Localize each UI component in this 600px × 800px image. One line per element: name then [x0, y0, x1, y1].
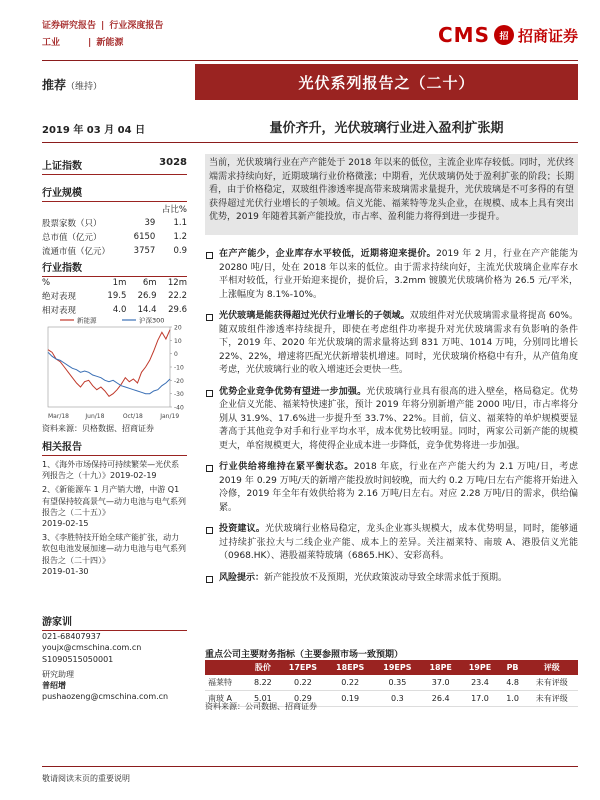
tag-subsector: 新能源 — [96, 38, 124, 48]
market-index — [42, 157, 187, 175]
chart-source: 资料来源：贝格数据、招商证券 — [42, 424, 154, 433]
idx-header: 1m — [112, 278, 127, 288]
report-tags: 证券研究报告 | 行业深度报告 工业 | 新能源 — [42, 21, 164, 48]
point-text: 双玻组件对光伏玻璃需求量将提高 60%。随双玻组件渗透率持续提升，即使在考虑组件功率提升对光伏玻璃需求有负影响的条件下，2019 年、2020 年光伏玻璃的需求量将达到 831 万吨、1014 万吨，分别同比增长 22%、22%，增速将匹配光伏新增装机增速。同时，光伏玻璃价格稳中有升，从产值角度考虑，光伏玻璃行业的收入增速还会更快一些。 — [219, 311, 578, 375]
related-report-date: 2019-02-19 — [110, 471, 157, 481]
rating-note: （维持） — [66, 82, 103, 92]
legend-label: 新能源 — [77, 316, 97, 325]
list-item — [205, 523, 578, 564]
related-report-date: 2019-02-15 — [42, 519, 89, 529]
bullet-box-icon — [206, 527, 213, 534]
point-lead: 优势企业竞争优势有望进一步加强。 — [219, 386, 367, 397]
point-text: 2018 年底，行业在产产能大约为 2.1 万吨/日，考虑 2019 年 0.29 万吨/天的新增产能投放时间较晚，而大约 0.2 万吨/日左右产能将开始进入冷修，2019 年全年有效供给将为 2.16 万吨/日左右。对应 2.28 万吨/日的需求，供给偏紧。 — [219, 462, 578, 513]
analyst-phone: 021-68407937 — [42, 632, 101, 642]
bullet-box-icon — [206, 252, 213, 259]
table-row — [205, 675, 578, 691]
cell: 0.19 — [327, 691, 374, 707]
point-lead: 投资建议。 — [219, 524, 266, 534]
cell: 0.22 — [327, 675, 374, 691]
idx-value: 4.0 — [112, 305, 127, 315]
x-tick-label: Oct/18 — [122, 413, 143, 420]
scale-value: 6150 — [133, 232, 156, 242]
footer-disclaimer: 敬请阅读末页的重要说明 — [42, 774, 130, 783]
cell: 37.0 — [421, 675, 460, 691]
cell: 5.01 — [246, 691, 279, 707]
scale-col-header: 占比% — [161, 205, 187, 215]
industry-scale — [42, 184, 187, 258]
assistant-name: 普绍增 — [42, 681, 66, 691]
table-row — [42, 216, 187, 230]
cell: 0.35 — [374, 675, 421, 691]
logo-cn-text: 招商证券 — [517, 26, 578, 45]
y-tick-label: -30 — [174, 391, 184, 399]
industry-scale-table — [42, 202, 187, 258]
cell: 0.22 — [279, 675, 326, 691]
related-report-date: 2019-01-30 — [42, 566, 89, 576]
industry-index-title: 行业指数 — [42, 259, 187, 277]
cell: 0.29 — [279, 691, 326, 707]
point-text: 新产能投放不及预期，光伏政策波动导致全球需求低于预期。 — [264, 572, 508, 583]
scale-pct: 0.9 — [173, 246, 187, 256]
analyst-cert: S1090515050001 — [42, 654, 114, 664]
financials-table — [205, 660, 578, 707]
cell: 未有评级 — [525, 691, 578, 707]
industry-index — [42, 259, 187, 317]
series-line-new-energy — [48, 330, 170, 397]
cell: 未有评级 — [525, 675, 578, 691]
idx-name: 绝对表现 — [42, 292, 77, 302]
point-text: 光伏玻璃行业具有很高的进入壁垒，格局稳定。优势企业信义光能、福莱特快速扩张，预计 2019 年将分别新增产能 2000 吨/日，市占率将分别从 31.9%、17.6%进一步提升至 33.7%、22%。目前，信义、福莱特的单炉规模要显著高于其他竞争对手和行业平均水平，成本优势比较明显。同时，两家公司新产能的规模更大，单窑规模更大，将使得企业成本进一步降低，竞争优势将进一步加强。 — [219, 386, 578, 451]
rating-value: 推荐 — [42, 78, 67, 92]
y-tick-label: 20 — [174, 324, 182, 332]
point-text: 光伏玻璃行业格局稳定，龙头企业寡头规模大，成本优势明显，同时，能够通过持续扩张拉大与二线企业产能、成本上的差异。关注福莱特、南玻 A、港股信义光能（0968.HK）、港股福莱特玻璃（6865.HK）、安彩高科。 — [219, 524, 578, 561]
x-tick-label: Jan/19 — [160, 413, 180, 420]
assistant-email[interactable]: pushaozeng@cmschina.com.cn — [42, 692, 169, 702]
analyst-name: 游家训 — [42, 617, 187, 631]
logo-seal-icon: 招 — [494, 25, 514, 45]
cell: 南玻 A — [205, 691, 246, 707]
scale-name: 股票家数（只） — [42, 219, 102, 229]
cell: 8.22 — [246, 675, 279, 691]
cell: 23.4 — [460, 675, 499, 691]
list-item — [205, 461, 578, 515]
point-lead: 在产产能少，企业库存水平较低，近期将迎来提价。 — [219, 249, 437, 259]
cell: 0.3 — [374, 691, 421, 707]
col-header: 17EPS — [279, 660, 326, 675]
cell: 17.0 — [460, 691, 499, 707]
list-item[interactable] — [42, 532, 187, 577]
list-item[interactable] — [42, 459, 187, 481]
industry-index-table — [42, 277, 187, 317]
col-header: 股价 — [246, 660, 279, 675]
industry-scale-title: 行业规模 — [42, 184, 187, 202]
y-tick-label: -40 — [174, 404, 184, 412]
list-item — [205, 572, 578, 586]
list-item — [205, 310, 578, 378]
related-report-title[interactable]: 3、《李胜特技开始全球产能扩张，动力软包电池发展加速—动力电池与电气系列报告之（二十四）》 — [42, 533, 186, 565]
related-reports — [42, 438, 187, 577]
cell: 4.8 — [500, 675, 526, 691]
col-header: 评级 — [525, 660, 578, 675]
scale-pct: 1.2 — [173, 232, 187, 242]
chart-frame — [48, 327, 170, 407]
idx-header: % — [42, 278, 51, 288]
summary-box: 当前，光伏玻璃行业在产产能处于 2018 年以来的低位，主流企业库存较低。同时，光伏终端需求持续向好，近期玻璃行业价格微涨；中期看，光伏玻璃仍处于盈利扩张的阶段；长期看，由于价格稳定，双玻组件渗透率提高带来玻璃需求量提升，光伏玻璃是不可多得的有望获得超过光伏行业增长的子领域。信义光能、福莱特等龙头企业，在规模、成本上具有突出优势，2019 年随着其新产能投放，市占率、盈利能力将得到进一步提升。 — [205, 154, 578, 235]
scale-value: 39 — [144, 218, 156, 228]
bullet-box-icon — [206, 576, 213, 583]
point-lead: 行业供给将维持在紧平衡状态。 — [219, 462, 354, 472]
idx-value: 22.2 — [168, 291, 187, 301]
tag-sector: 工业 — [42, 38, 61, 48]
point-text: 2019 年 2 月，行业在产产能能为 20280 吨/日，处在 2018 年以来的低位。由于需求持续向好，主流光伏玻璃企业库存水平相对较低，行业开始迎来提价，提价后，3.2mm 镀膜光伏玻璃价格为 26.5 元/平米，上涨幅度为 8.1%-10%。 — [219, 249, 578, 300]
company-logo — [438, 22, 578, 48]
y-tick-label: -20 — [174, 377, 184, 385]
scale-name: 流通市值（亿元） — [42, 247, 111, 257]
idx-value: 26.9 — [137, 291, 157, 301]
logo-cms-text: CMS — [438, 23, 490, 47]
list-item — [205, 248, 578, 302]
col-header: PB — [500, 660, 526, 675]
rating — [42, 76, 102, 93]
assistant-role: 研究助理 — [42, 669, 74, 679]
col-header: 18PE — [421, 660, 460, 675]
table-row — [42, 230, 187, 244]
related-report-title[interactable]: 2、《新能源车 1 月产销大增，中游 Q1 有望保持较高景气—动力电池与电气系列报告之（二十五）》 — [42, 485, 186, 517]
y-tick-label: -10 — [174, 364, 184, 372]
point-lead: 光伏玻璃是能获得超过光伏行业增长的子领域。 — [219, 311, 410, 321]
report-series-banner: 光伏系列报告之（二十） — [195, 64, 578, 100]
scale-value: 3757 — [133, 246, 156, 256]
idx-name: 相对表现 — [42, 306, 77, 316]
report-date: 2019 年 03 月 04 日 — [42, 125, 146, 136]
col-header: 19EPS — [374, 660, 421, 675]
analyst-email[interactable]: youjx@cmschina.com.cn — [42, 643, 142, 653]
x-tick-label: Jun/18 — [85, 413, 105, 420]
financials-source: 资料来源：公司数据、招商证券 — [205, 702, 317, 711]
series-line-csi300 — [48, 352, 170, 393]
tag-report-type: 证券研究报告 — [42, 21, 97, 31]
col-header: 18EPS — [327, 660, 374, 675]
scale-name: 总市值（亿元） — [42, 233, 102, 243]
legend-label: 沪深300 — [139, 316, 165, 325]
cell: 福莱特 — [205, 675, 246, 691]
title-divider — [42, 142, 578, 143]
col-header — [205, 660, 246, 675]
idx-value: 29.6 — [168, 305, 187, 315]
cell: 26.4 — [421, 691, 460, 707]
list-item — [205, 386, 578, 454]
key-points — [205, 248, 578, 593]
analyst-info — [42, 617, 187, 702]
list-item[interactable] — [42, 484, 187, 529]
col-header: 19PE — [460, 660, 499, 675]
report-title: 量价齐升，光伏玻璃行业进入盈利扩张期 — [269, 121, 504, 136]
index-value: 3028 — [159, 157, 187, 168]
industry-index-chart — [42, 313, 190, 421]
bullet-box-icon — [206, 314, 213, 321]
header-divider — [42, 60, 578, 61]
x-tick-label: Mar/18 — [48, 413, 69, 420]
related-report-title[interactable]: 1、《海外市场保持可持续繁荣—光伏系列报告之（十九）》 — [42, 460, 180, 481]
tag-report-kind: 行业深度报告 — [109, 21, 164, 31]
bullet-box-icon — [206, 390, 213, 397]
table-row — [42, 289, 187, 303]
related-reports-title: 相关报告 — [42, 438, 187, 456]
table-row — [42, 244, 187, 258]
y-tick-label: 0 — [174, 351, 178, 359]
idx-header: 6m — [142, 278, 157, 288]
y-tick-label: 10 — [174, 337, 182, 345]
idx-value: 14.4 — [137, 305, 157, 315]
idx-header: 12m — [167, 278, 187, 288]
bullet-box-icon — [206, 465, 213, 472]
scale-pct: 1.1 — [173, 218, 187, 228]
cell: 1.0 — [500, 691, 526, 707]
idx-value: 19.5 — [107, 291, 127, 301]
point-lead: 风险提示： — [219, 572, 265, 583]
footer-divider — [42, 766, 578, 767]
index-label: 上证指数 — [42, 161, 82, 172]
financials-title: 重点公司主要财务指标（主要参照市场一致预期） — [205, 650, 404, 660]
